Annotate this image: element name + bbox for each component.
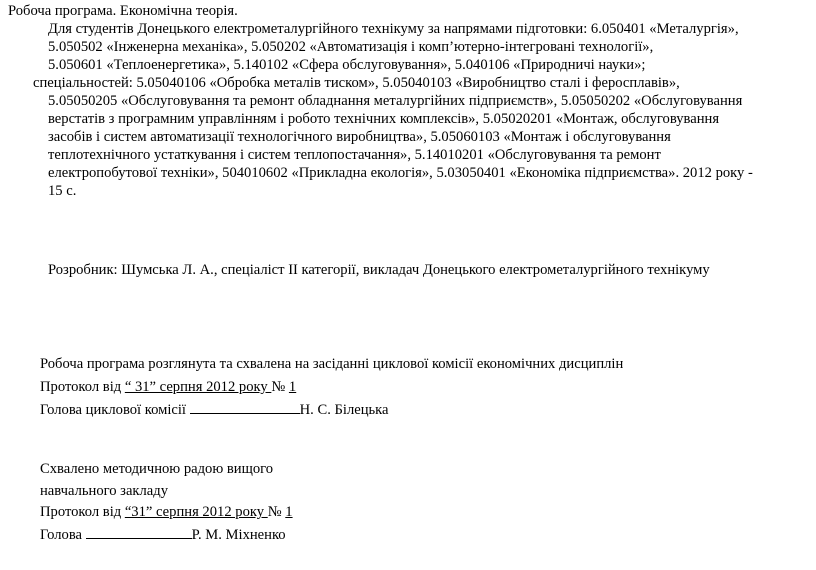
signature-blank <box>86 525 192 539</box>
intro-line: Для студентів Донецького електрометалургійного технікуму за напрямами підготовки: 6.050401 «Металургія», <box>48 21 739 37</box>
commission-head <box>40 400 389 419</box>
intro-line: 5.050502 «Інженерна механіка», 5.050202 «Автоматизація і комп’ютерно-інтегровані технології», <box>48 39 654 55</box>
commission-protocol <box>40 378 296 396</box>
methodical-head <box>40 525 286 544</box>
intro-line: електропобутової техніки», 504010602 «Прикладна екологія», 5.03050401 «Економіка підприємства». 2012 року - <box>48 165 753 181</box>
protocol-date: “ 31” серпня 2012 року <box>124 379 272 395</box>
methodical-protocol <box>40 503 293 521</box>
intro-line: 5.05050205 «Обслуговування та ремонт обладнання металургійних підприємств», 5.05050202 «Обслуговування <box>48 93 743 109</box>
head-label: Голова <box>40 527 86 543</box>
methodical-approval-line1: Схвалено методичною радою вищого <box>40 461 274 477</box>
commission-approval: Робоча програма розглянута та схвалена на засіданні циклової комісії економічних дисциплін <box>40 356 624 372</box>
head-name: Р. М. Міхненко <box>191 527 286 543</box>
intro-line: 15 с. <box>48 183 77 199</box>
protocol-number: 1 <box>288 379 297 395</box>
intro-line: засобів і систем автоматизації технологічного виробництва», 5.05060103 «Монтаж і обслуговування <box>48 129 671 145</box>
signature-blank <box>190 400 300 414</box>
intro-line: 5.050601 «Теплоенергетика», 5.140102 «Сфера обслуговування», 5.040106 «Природничі науки»; <box>48 57 646 73</box>
protocol-number-sign: № <box>271 379 289 395</box>
head-name: Н. С. Білецька <box>299 402 389 418</box>
protocol-prefix: Протокол від <box>40 379 125 395</box>
intro-line: теплотехнічного устаткування і систем теплопостачання», 5.14010201 «Обслуговування та ремонт <box>48 147 661 163</box>
head-label: Голова циклової комісії <box>40 402 190 418</box>
intro-line: спеціальностей: 5.05040106 «Обробка металів тиском», 5.05040103 «Виробництво сталі і феросплавів», <box>33 75 680 91</box>
methodical-approval-line2: навчального закладу <box>40 483 168 499</box>
protocol-number: 1 <box>285 504 293 520</box>
protocol-date: “31” серпня 2012 року <box>124 504 268 520</box>
intro-line: верстатів з програмним управлінням і робото технічних комплексів», 5.05020201 «Монтаж, обслуговування <box>48 111 720 127</box>
protocol-number-sign: № <box>267 504 286 520</box>
document-title: Робоча програма. Економічна теорія. <box>8 3 238 19</box>
developer-line: Розробник: Шумська Л. А., спеціаліст ІІ категорії, викладач Донецького електрометалургійного технікуму <box>48 262 710 278</box>
protocol-prefix: Протокол від <box>40 504 125 520</box>
